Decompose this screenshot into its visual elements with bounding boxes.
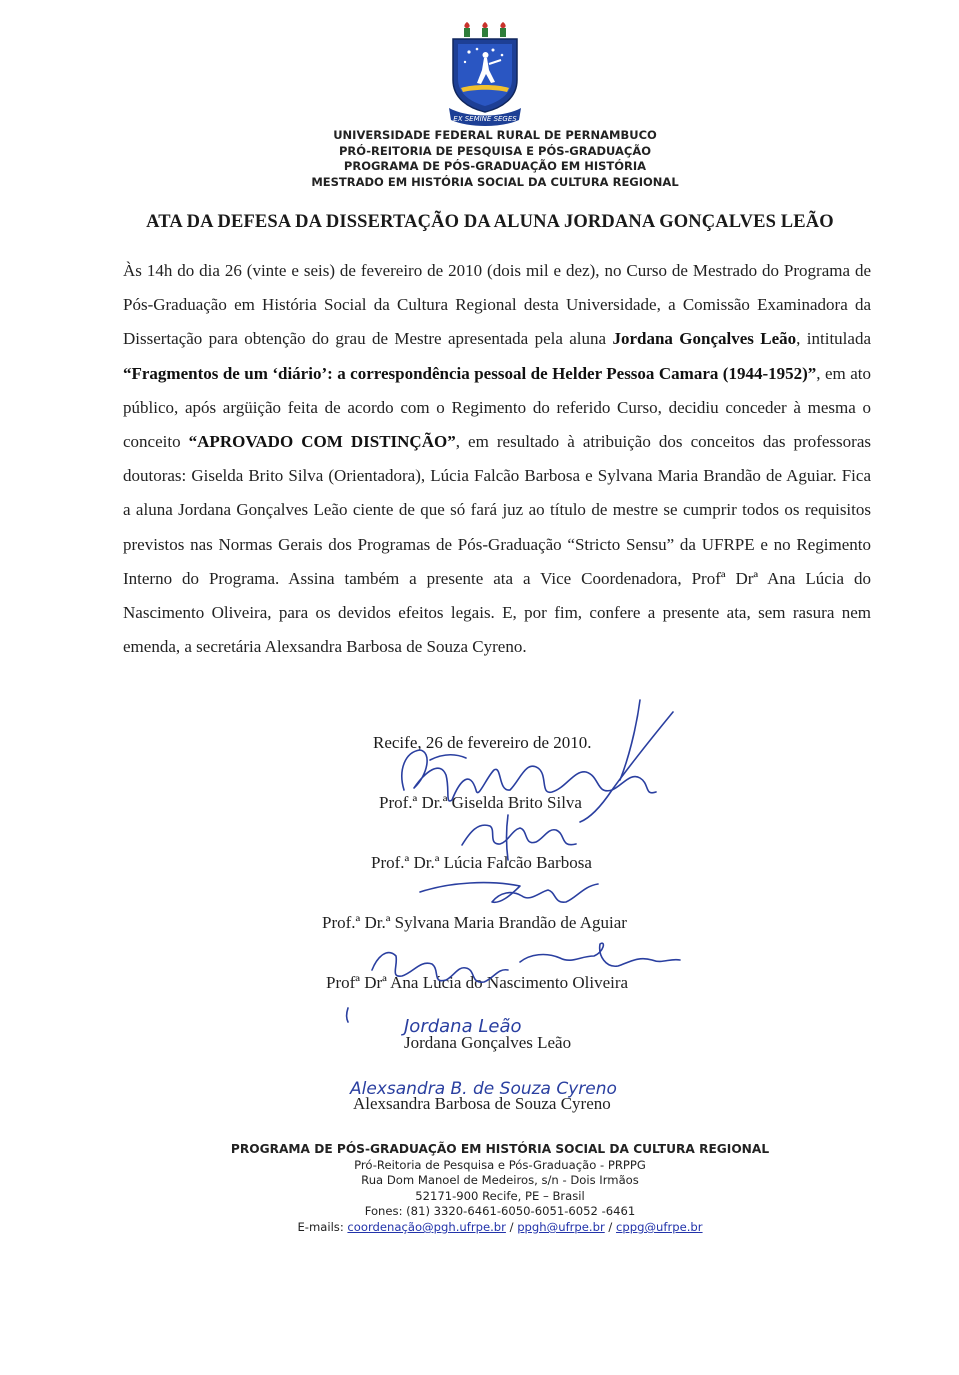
footer-cep: 52171-900 Recife, PE – Brasil xyxy=(415,1188,585,1203)
body-text-part2: , intitulada xyxy=(796,329,871,349)
document-title: ATA DA DEFESA DA DISSERTAÇÃO DA ALUNA JORDANA GONÇALVES LEÃO xyxy=(146,212,834,232)
signature-flourish-giselda xyxy=(580,712,673,822)
body-text-part1: Às 14h do dia 26 (vinte e seis) de fevereiro de 2010 (dois mil e dez), no Curso de Mestrado do Programa de Pós-Graduação em História Social da Cultura Regional desta Universidade, a Comissão Examinadora da Dissertação para obtenção do grau de Mestre apresentada pela aluna xyxy=(123,261,871,349)
email-separator: / xyxy=(505,1219,518,1234)
signature-name-ana: Profª Drª Ana Lúcia do Nascimento Oliveira xyxy=(326,973,629,992)
torches-icon xyxy=(464,22,506,37)
header-programa: PROGRAMA DE PÓS-GRADUAÇÃO EM HISTÓRIA xyxy=(343,159,647,173)
program-footer xyxy=(210,1142,790,1236)
handwriting-alexsandra: Alexsandra B. de Souza Cyreno xyxy=(350,1079,617,1099)
body-text-part4: , em resultado à atribuição dos conceitos das professoras doutoras: Giselda Brito Silva (Orientadora), Lúcia Falcão Barbosa e Sylvana Maria Brandão de Aguiar. Fica a aluna Jordana Gonçalves Leão ciente de que só fará juz ao título de mestre se cumprir todos os requisitos previstos nas Normas Gerais dos Programas de Pós-Graduação “Stricto Sensu” da UFRPE e no Regimento Interno do Programa. Assina também a presente ata a Vice Coordenadora, Profª Drª Ana Lúcia do Nascimento Oliveira, para os devidos efeitos legais. E, por fim, confere a presente ata, sem rasura nem emenda, a secretária Alexsandra Barbosa de Souza Cyreno. xyxy=(123,432,871,657)
body-text-part3: , em ato público, após argüição feita de acordo com o Regimento do referido Curso, decidiu conceder à mesma o conceito xyxy=(123,363,871,452)
header-mestrado: MESTRADO EM HISTÓRIA SOCIAL DA CULTURA REGIONAL xyxy=(311,174,679,189)
signature-name-sylvana: Prof.ª Dr.ª Sylvana Maria Brandão de Aguiar xyxy=(322,913,627,932)
email-link-cppg[interactable]: cppg@ufrpe.br xyxy=(616,1219,703,1234)
minutes-paragraph xyxy=(123,254,871,664)
footer-emails xyxy=(210,1220,790,1236)
footer-title: PROGRAMA DE PÓS-GRADUAÇÃO EM HISTÓRIA SOCIAL DA CULTURA REGIONAL xyxy=(230,1142,770,1156)
email-link-ppgh[interactable]: ppgh@ufrpe.br xyxy=(517,1219,605,1234)
university-crest-logo xyxy=(447,22,523,128)
signature-name-jordana: Jordana Gonçalves Leão xyxy=(404,1033,572,1052)
header-university: UNIVERSIDADE FEDERAL RURAL DE PERNAMBUCO xyxy=(333,128,657,142)
thesis-title: “Fragmentos de um ‘diário’: a correspondência pessoal de Helder Pessoa Camara (1944-1952)” xyxy=(123,363,817,383)
header-pro-reitoria: PRÓ-REITORIA DE PESQUISA E PÓS-GRADUAÇÃO xyxy=(338,143,652,158)
signature-sylvana xyxy=(420,883,598,903)
email-separator: / xyxy=(604,1219,617,1234)
svg-text:EX SEMINE SEGES: EX SEMINE SEGES xyxy=(453,115,517,123)
institution-header xyxy=(250,128,740,190)
signature-name-alexsandra: Alexsandra Barbosa de Souza Cyreno xyxy=(353,1094,611,1113)
date-line: Recife, 26 de fevereiro de 2010. xyxy=(373,733,592,752)
signature-lucia xyxy=(462,825,576,845)
footer-address: Rua Dom Manoel de Medeiros, s/n - Dois Irmãos xyxy=(361,1173,639,1188)
student-name: Jordana Gonçalves Leão xyxy=(612,329,797,349)
handwriting-jordana: Jordana Leão xyxy=(404,1016,522,1037)
footer-pro-reitoria: Pró-Reitoria de Pesquisa e Pós-Graduação - PRPPG xyxy=(354,1157,646,1172)
signature-name-giselda: Prof.ª Dr.ª Giselda Brito Silva xyxy=(379,793,582,812)
email-link-coordenacao[interactable]: coordenação@pgh.ufrpe.br xyxy=(347,1219,506,1234)
footer-phones: Fones: (81) 3320-6461-6050-6051-6052 -6461 xyxy=(364,1204,636,1219)
defense-result: “APROVADO COM DISTINÇÃO” xyxy=(188,432,456,452)
emails-label: E-mails: xyxy=(297,1219,348,1234)
signature-name-lucia: Prof.ª Dr.ª Lúcia Falcão Barbosa xyxy=(371,853,592,872)
